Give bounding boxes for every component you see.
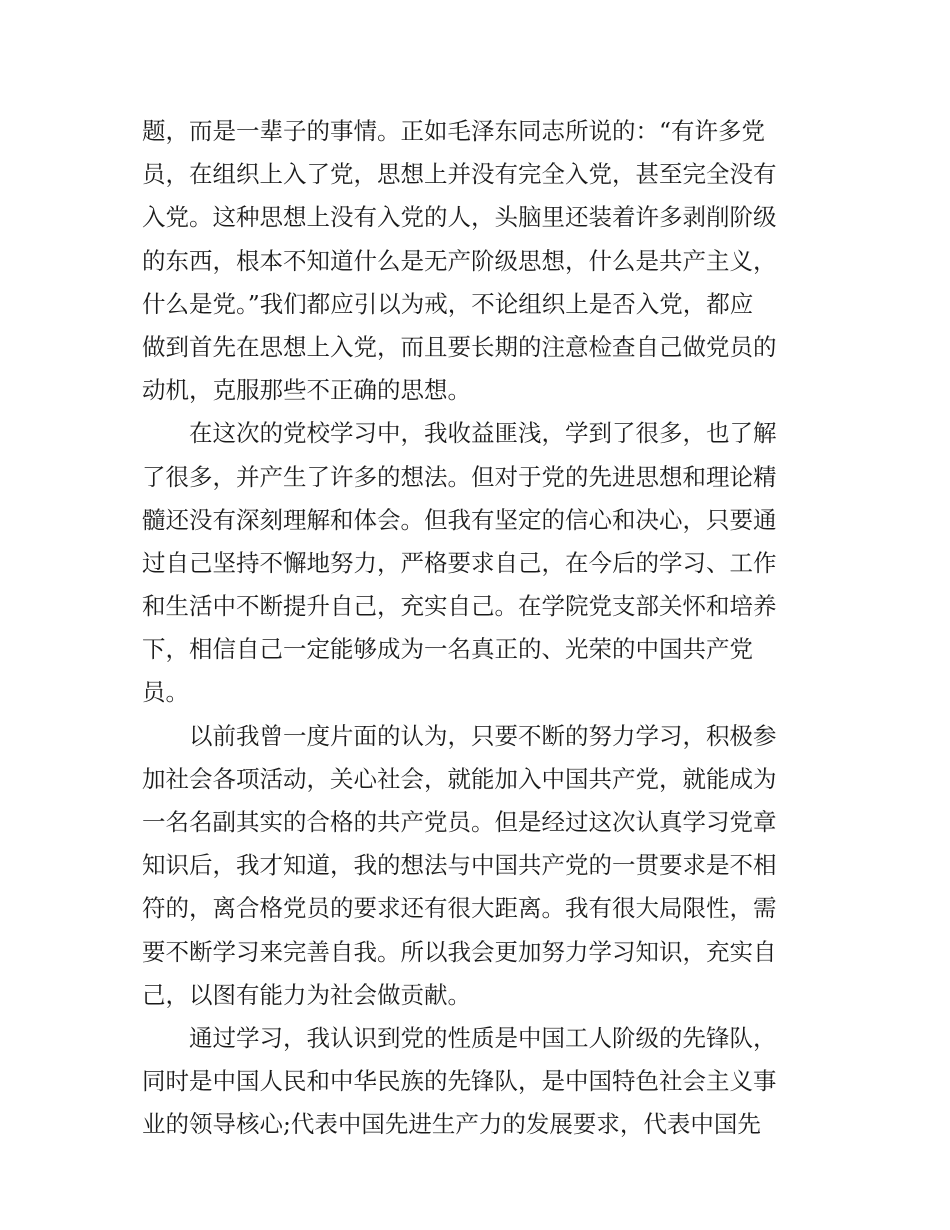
text-line: 下，相信自己一定能够成为一名真正的、光荣的中国共产党 — [142, 635, 753, 664]
document-body — [142, 110, 832, 1147]
text-line: 符的，离合格党员的要求还有很大距离。我有很大局限性，需 — [142, 894, 777, 923]
text-line: 动机，克服那些不正确的思想。 — [142, 376, 471, 405]
text-line: 员，在组织上入了党，思想上并没有完全入党，甚至完全没有 — [142, 160, 777, 189]
text-line: 和生活中不断提升自己，充实自己。在学院党支部关怀和培养 — [142, 592, 777, 621]
text-line: 员。 — [142, 678, 189, 707]
paragraph-3 — [142, 715, 832, 1017]
text-line: 业的领导核心;代表中国先进生产力的发展要求，代表中国先 — [142, 1110, 761, 1139]
text-line: 髓还没有深刻理解和体会。但我有坚定的信心和决心，只要通 — [142, 505, 777, 534]
text-line: 的东西，根本不知道什么是无产阶级思想，什么是共产主义， — [142, 246, 777, 275]
text-line: 在这次的党校学习中，我收益匪浅，学到了很多，也了解 — [189, 419, 777, 448]
text-line: 加社会各项活动，关心社会，就能加入中国共产党，就能成为 — [142, 764, 777, 793]
text-line: 知识后，我才知道，我的想法与中国共产党的一贯要求是不相 — [142, 851, 777, 880]
text-line: 以前我曾一度片面的认为，只要不断的努力学习，积极参 — [189, 721, 777, 750]
text-line: 入党。这种思想上没有入党的人，头脑里还装着许多剥削阶级 — [142, 203, 777, 232]
text-line: 要不断学习来完善自我。所以我会更加努力学习知识，充实自 — [142, 937, 777, 966]
text-line: 一名名副其实的合格的共产党员。但是经过这次认真学习党章 — [142, 808, 777, 836]
text-line: 同时是中国人民和中华民族的先锋队，是中国特色社会主义事 — [142, 1067, 777, 1096]
paragraph-4 — [142, 1017, 832, 1147]
text-line: 题，而是一辈子的事情。正如毛泽东同志所说的：“有许多党 — [142, 117, 766, 145]
paragraph-1 — [142, 110, 832, 412]
text-line: 了很多，并产生了许多的想法。但对于党的先进思想和理论精 — [142, 462, 777, 491]
text-line: 己，以图有能力为社会做贡献。 — [142, 980, 471, 1009]
text-line: 做到首先在思想上入党，而且要长期的注意检查自己做党员的 — [142, 332, 777, 361]
paragraph-2 — [142, 412, 832, 714]
text-line: 什么是党。”我们都应引以为戒，不论组织上是否入党，都应 — [142, 289, 754, 318]
text-line: 通过学习，我认识到党的性质是中国工人阶级的先锋队， — [189, 1023, 777, 1052]
text-line: 过自己坚持不懈地努力，严格要求自己，在今后的学习、工作 — [142, 548, 777, 577]
